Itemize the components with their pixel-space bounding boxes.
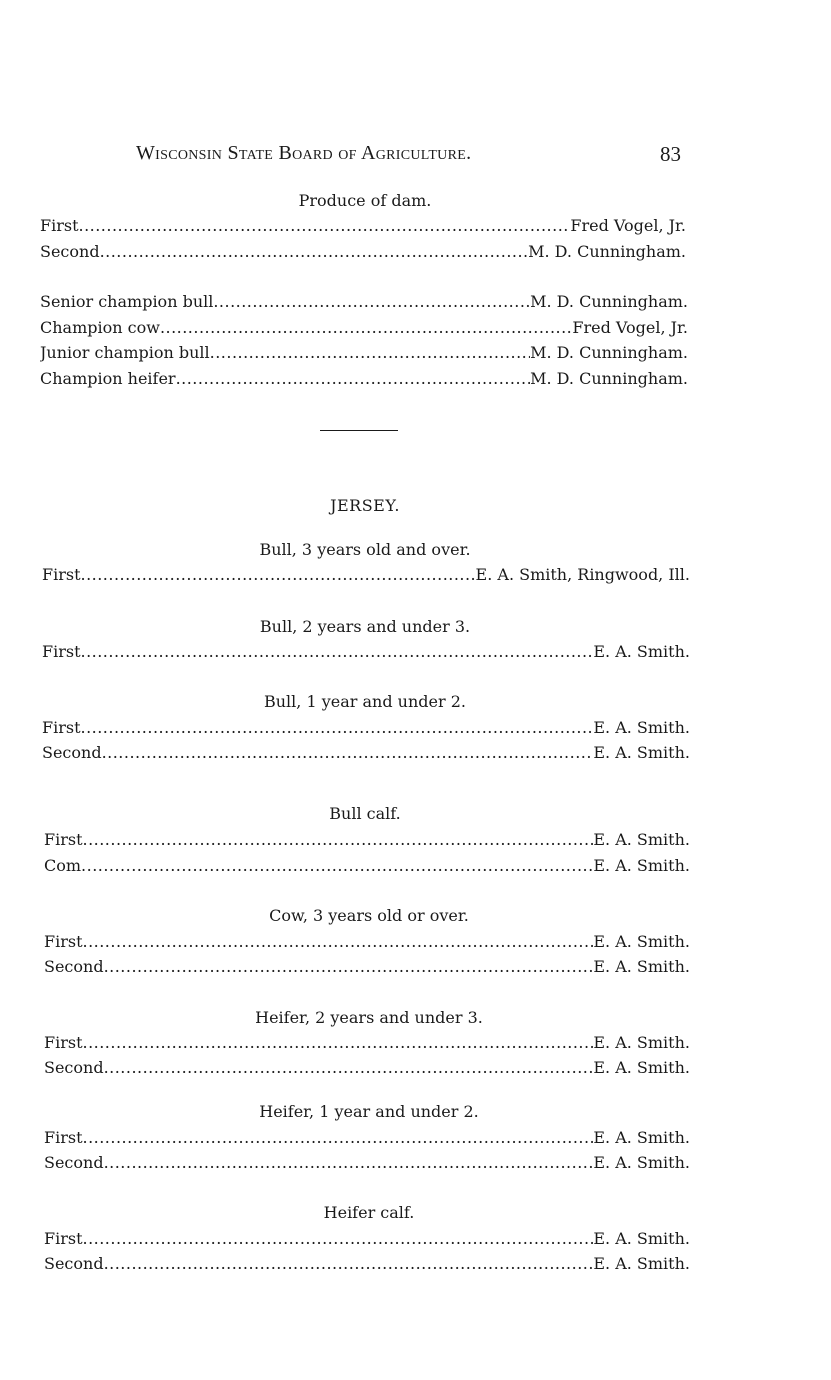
class-heading: Bull, 1 year and under 2. xyxy=(263,692,466,711)
award-place: Second xyxy=(44,1153,104,1172)
championship-title: Champion cow xyxy=(40,318,160,337)
award-place: First xyxy=(44,1033,83,1052)
championship-row xyxy=(40,292,688,311)
award-row xyxy=(44,856,690,875)
running-head: Wisconsin State Board of Agriculture. xyxy=(136,142,472,164)
award-place: First xyxy=(44,932,83,951)
award-row xyxy=(44,1058,690,1077)
award-place: First xyxy=(44,1229,83,1248)
class-heading: Heifer calf. xyxy=(323,1203,415,1222)
award-winner: Fred Vogel, Jr. xyxy=(572,318,688,337)
championship-row xyxy=(40,318,688,337)
award-place: Second xyxy=(44,1254,104,1273)
award-row xyxy=(42,743,690,762)
award-place: Second xyxy=(44,1058,104,1077)
award-winner: E. A. Smith. xyxy=(593,1058,690,1077)
award-row xyxy=(44,1153,690,1172)
award-winner: E. A. Smith. xyxy=(593,743,690,762)
award-winner: E. A. Smith, Ringwood, Ill. xyxy=(475,565,690,584)
class-heading: Heifer, 2 years and under 3. xyxy=(255,1008,483,1027)
award-row xyxy=(40,216,686,235)
breed-heading: JERSEY. xyxy=(330,496,400,515)
award-row xyxy=(44,1254,690,1273)
award-winner: E. A. Smith. xyxy=(593,856,690,875)
award-place: Com xyxy=(44,856,82,875)
championship-row xyxy=(40,343,688,362)
award-row xyxy=(44,1033,690,1052)
award-row xyxy=(44,1229,690,1248)
championship-row xyxy=(40,369,688,388)
championship-title: Senior champion bull xyxy=(40,292,214,311)
award-winner: E. A. Smith. xyxy=(593,1229,690,1248)
award-place: First xyxy=(42,565,81,584)
section-heading: Produce of dam. xyxy=(298,191,432,210)
award-row xyxy=(44,1128,690,1147)
award-winner: E. A. Smith. xyxy=(593,932,690,951)
award-winner: E. A. Smith. xyxy=(593,1128,690,1147)
award-place: Second xyxy=(44,957,104,976)
award-row xyxy=(44,957,690,976)
award-winner: M. D. Cunningham. xyxy=(530,343,688,362)
class-heading: Heifer, 1 year and under 2. xyxy=(259,1102,479,1121)
award-winner: E. A. Smith. xyxy=(593,1033,690,1052)
award-place: First xyxy=(44,830,83,849)
championship-title: Champion heifer xyxy=(40,369,176,388)
award-row xyxy=(42,565,690,584)
award-row xyxy=(42,642,690,661)
award-winner: E. A. Smith. xyxy=(593,718,690,737)
award-place: First xyxy=(44,1128,83,1147)
class-heading: Bull, 2 years and under 3. xyxy=(259,617,471,636)
award-winner: E. A. Smith. xyxy=(593,1254,690,1273)
class-heading: Bull calf. xyxy=(329,804,401,823)
class-heading: Bull, 3 years old and over. xyxy=(259,540,471,559)
award-place: Second xyxy=(40,242,100,261)
award-place: First xyxy=(42,642,81,661)
award-winner: E. A. Smith. xyxy=(593,957,690,976)
award-winner: E. A. Smith. xyxy=(593,1153,690,1172)
page-number: 83 xyxy=(660,142,681,166)
award-row xyxy=(40,242,686,261)
award-winner: M. D. Cunningham. xyxy=(530,292,688,311)
award-row xyxy=(44,932,690,951)
section-divider xyxy=(320,430,398,431)
award-place: Second xyxy=(42,743,102,762)
award-winner: M. D. Cunningham. xyxy=(530,369,688,388)
award-row xyxy=(42,718,690,737)
award-place: First xyxy=(42,718,81,737)
class-heading: Cow, 3 years old or over. xyxy=(269,906,469,925)
award-row xyxy=(44,830,690,849)
award-winner: M. D. Cunningham. xyxy=(528,242,686,261)
championship-title: Junior champion bull xyxy=(40,343,210,362)
award-place: First xyxy=(40,216,79,235)
award-winner: E. A. Smith. xyxy=(593,642,690,661)
award-winner: E. A. Smith. xyxy=(593,830,690,849)
award-winner: Fred Vogel, Jr. xyxy=(570,216,686,235)
